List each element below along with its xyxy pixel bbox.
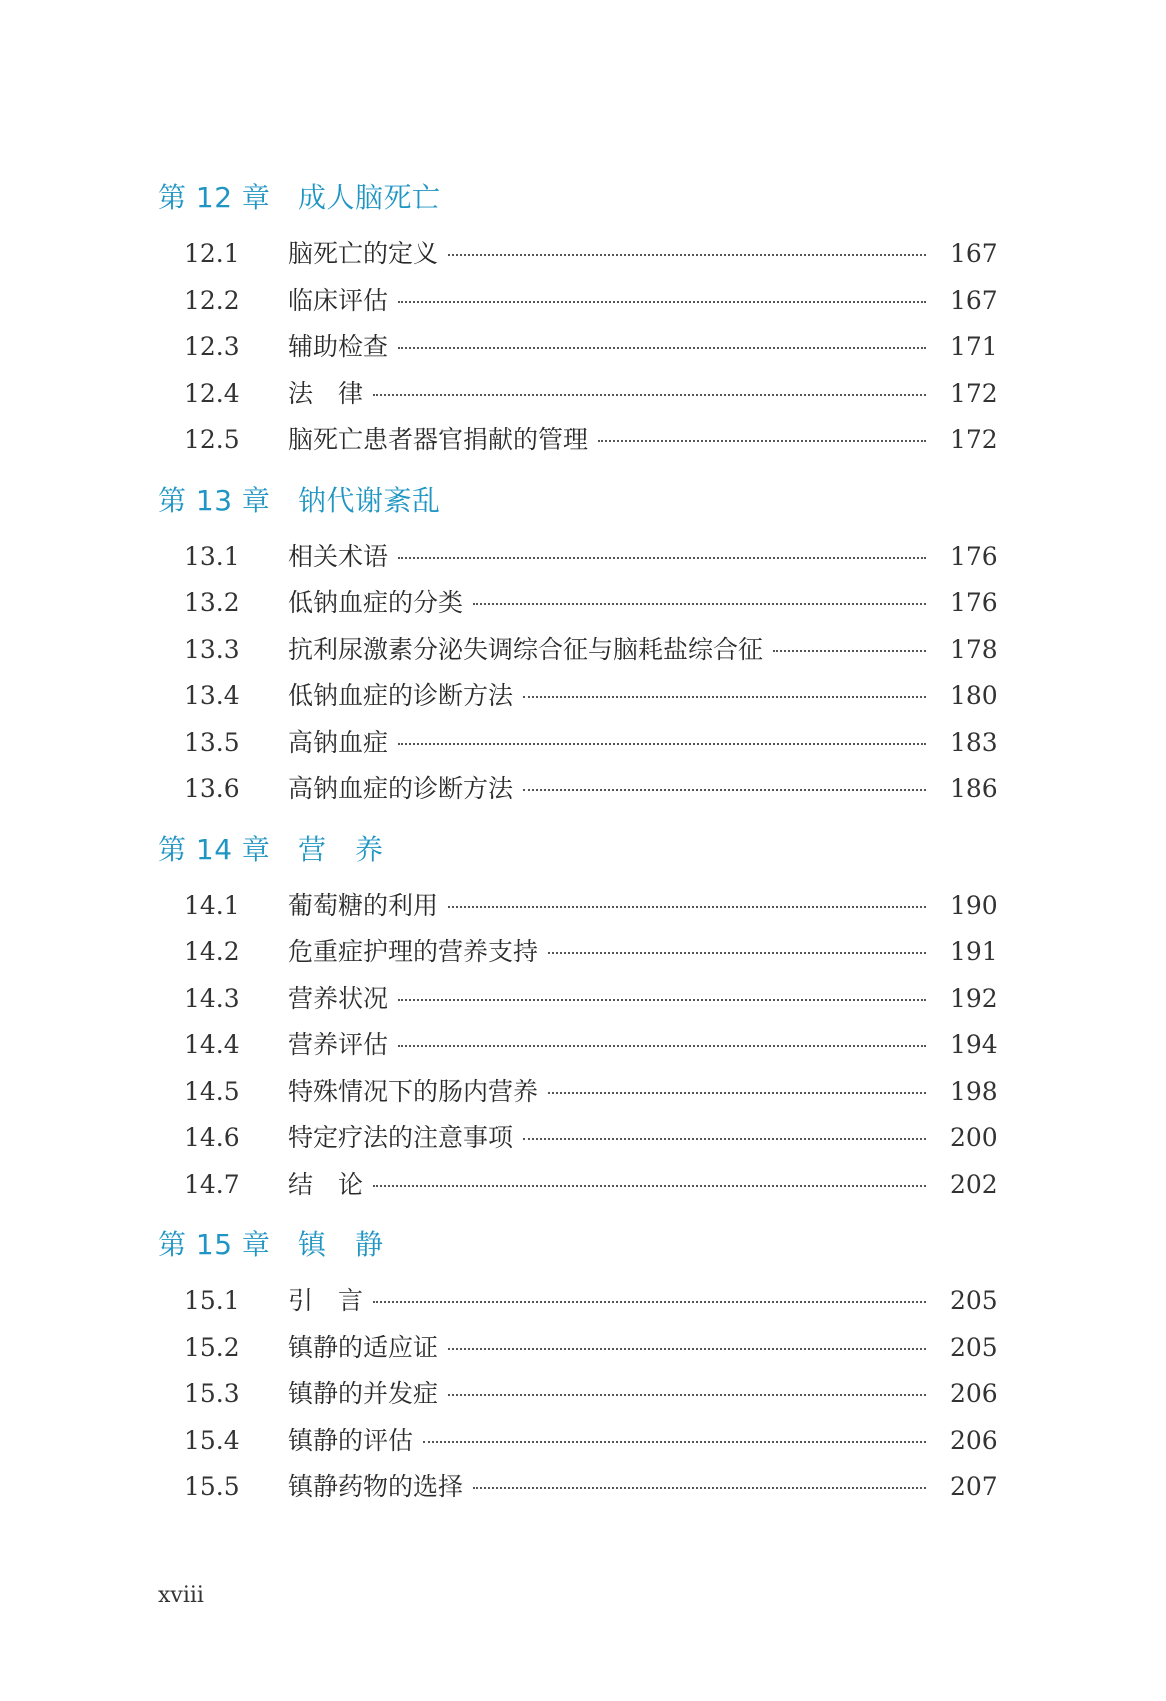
toc-entry-list	[158, 234, 996, 467]
page-reference: 206	[950, 1425, 998, 1455]
section-title: 临床评估	[288, 285, 389, 315]
page-reference: 192	[950, 983, 998, 1013]
section-number: 13.3	[184, 634, 240, 664]
dot-leader	[398, 1045, 926, 1047]
section-title: 抗利尿激素分泌失调综合征与脑耗盐综合征	[288, 634, 764, 664]
section-number: 15.3	[184, 1379, 240, 1408]
section-number: 14.2	[184, 937, 240, 966]
section-number: 13.5	[184, 727, 240, 757]
section-number: 15.4	[184, 1425, 240, 1455]
section-title: 营养评估	[288, 1030, 389, 1059]
toc-entry-list	[158, 886, 996, 1212]
section-number: 14.3	[184, 983, 240, 1013]
section-number: 15.2	[184, 1332, 240, 1362]
toc-entry[interactable]	[158, 1281, 996, 1328]
dot-leader	[373, 1301, 926, 1303]
chapter-title: 钠代谢紊乱	[298, 483, 441, 517]
page-reference: 176	[950, 541, 998, 571]
chapter-section	[158, 828, 996, 1212]
toc-entry[interactable]	[158, 327, 996, 374]
chapter-heading[interactable]	[158, 479, 996, 525]
section-number: 12.3	[184, 332, 240, 361]
dot-leader	[373, 1185, 926, 1187]
section-title: 相关术语	[288, 541, 389, 571]
chapter-number: 第 12 章	[158, 181, 271, 214]
dot-leader	[773, 650, 926, 652]
chapter-section	[158, 176, 996, 467]
toc-entry[interactable]	[158, 1467, 996, 1514]
toc-entry[interactable]	[158, 1421, 996, 1468]
toc-entry[interactable]	[158, 723, 996, 770]
chapter-number: 第 13 章	[158, 483, 271, 517]
section-title: 葡萄糖的利用	[288, 890, 439, 920]
page-reference: 190	[950, 890, 998, 920]
toc-entry[interactable]	[158, 676, 996, 723]
dot-leader	[398, 999, 926, 1001]
section-title: 镇静药物的选择	[288, 1472, 464, 1501]
chapter-title: 镇 静	[298, 1228, 384, 1261]
dot-leader	[398, 301, 926, 303]
page-reference: 202	[950, 1169, 998, 1199]
section-number: 14.7	[184, 1169, 240, 1199]
page-reference: 198	[950, 1076, 998, 1106]
toc-entry[interactable]	[158, 537, 996, 584]
section-number: 12.1	[184, 239, 240, 268]
page-reference: 178	[950, 634, 998, 664]
section-title: 结 论	[288, 1169, 364, 1199]
dot-leader	[398, 347, 926, 349]
dot-leader	[548, 952, 926, 954]
page-reference: 200	[950, 1123, 998, 1152]
section-number: 15.5	[184, 1472, 240, 1501]
dot-leader	[448, 906, 926, 908]
toc-entry[interactable]	[158, 420, 996, 467]
table-of-contents	[158, 176, 996, 1526]
page-reference: 205	[950, 1332, 998, 1362]
toc-entry[interactable]	[158, 1072, 996, 1119]
section-title: 危重症护理的营养支持	[288, 937, 539, 966]
section-title: 法 律	[288, 378, 364, 408]
section-number: 14.1	[184, 890, 240, 920]
toc-entry[interactable]	[158, 1025, 996, 1072]
chapter-section	[158, 1223, 996, 1514]
section-title: 高钠血症	[288, 727, 389, 757]
page-reference: 180	[950, 681, 998, 710]
page-reference: 205	[950, 1286, 998, 1315]
section-number: 13.4	[184, 681, 240, 710]
dot-leader	[598, 440, 926, 442]
chapter-section	[158, 479, 996, 816]
page-reference: 176	[950, 588, 998, 617]
section-title: 特定疗法的注意事项	[288, 1123, 514, 1152]
toc-entry[interactable]	[158, 1328, 996, 1375]
section-number: 12.5	[184, 425, 240, 454]
section-number: 13.1	[184, 541, 240, 571]
toc-entry[interactable]	[158, 932, 996, 979]
dot-leader	[448, 254, 926, 256]
section-title: 辅助检查	[288, 332, 389, 361]
page-reference: 167	[950, 239, 998, 268]
dot-leader	[398, 557, 926, 559]
section-title: 镇静的适应证	[288, 1332, 439, 1362]
toc-entry[interactable]	[158, 281, 996, 328]
page-reference: 167	[950, 285, 998, 315]
chapter-heading[interactable]	[158, 828, 996, 874]
toc-entry-list	[158, 1281, 996, 1514]
chapter-heading[interactable]	[158, 1223, 996, 1269]
section-title: 脑死亡的定义	[288, 239, 439, 268]
dot-leader	[548, 1092, 926, 1094]
dot-leader	[448, 1394, 926, 1396]
section-title: 低钠血症的分类	[288, 588, 464, 617]
toc-entry[interactable]	[158, 1118, 996, 1165]
dot-leader	[373, 394, 926, 396]
dot-leader	[523, 1138, 926, 1140]
toc-entry[interactable]	[158, 583, 996, 630]
section-title: 镇静的评估	[288, 1425, 414, 1455]
chapter-title: 成人脑死亡	[298, 181, 441, 214]
section-number: 12.4	[184, 378, 240, 408]
section-title: 镇静的并发症	[288, 1379, 439, 1408]
toc-entry[interactable]	[158, 769, 996, 816]
page-reference: 183	[950, 727, 998, 757]
toc-entry[interactable]	[158, 234, 996, 281]
page-reference: 191	[950, 937, 998, 966]
toc-entry[interactable]	[158, 630, 996, 677]
page-reference: 186	[950, 774, 998, 803]
dot-leader	[473, 1487, 926, 1489]
chapter-title: 营 养	[298, 832, 384, 866]
toc-entry-list	[158, 537, 996, 816]
page-reference: 206	[950, 1379, 998, 1408]
chapter-number: 第 15 章	[158, 1228, 271, 1261]
dot-leader	[523, 696, 926, 698]
dot-leader	[448, 1348, 926, 1350]
dot-leader	[473, 603, 926, 605]
toc-entry[interactable]	[158, 374, 996, 421]
section-title: 特殊情况下的肠内营养	[288, 1076, 539, 1106]
toc-entry[interactable]	[158, 1374, 996, 1421]
page-reference: 172	[950, 425, 998, 454]
page-reference: 172	[950, 378, 998, 408]
section-number: 12.2	[184, 285, 240, 315]
section-title: 营养状况	[288, 983, 389, 1013]
section-number: 14.6	[184, 1123, 240, 1152]
toc-entry[interactable]	[158, 886, 996, 933]
section-title: 低钠血症的诊断方法	[288, 681, 514, 710]
chapter-heading[interactable]	[158, 176, 996, 222]
section-number: 15.1	[184, 1286, 240, 1315]
page-reference: 194	[950, 1030, 998, 1059]
page-reference: 171	[950, 332, 998, 361]
section-number: 14.4	[184, 1030, 240, 1059]
toc-entry[interactable]	[158, 1165, 996, 1212]
page-number: xviii	[158, 1583, 204, 1608]
section-number: 13.2	[184, 588, 240, 617]
dot-leader	[523, 789, 926, 791]
chapter-number: 第 14 章	[158, 832, 271, 866]
page-reference: 207	[950, 1472, 998, 1501]
section-number: 13.6	[184, 774, 240, 803]
dot-leader	[423, 1441, 926, 1443]
toc-entry[interactable]	[158, 979, 996, 1026]
section-number: 14.5	[184, 1076, 240, 1106]
section-title: 脑死亡患者器官捐献的管理	[288, 425, 589, 454]
section-title: 引 言	[288, 1286, 364, 1315]
dot-leader	[398, 743, 926, 745]
section-title: 高钠血症的诊断方法	[288, 774, 514, 803]
